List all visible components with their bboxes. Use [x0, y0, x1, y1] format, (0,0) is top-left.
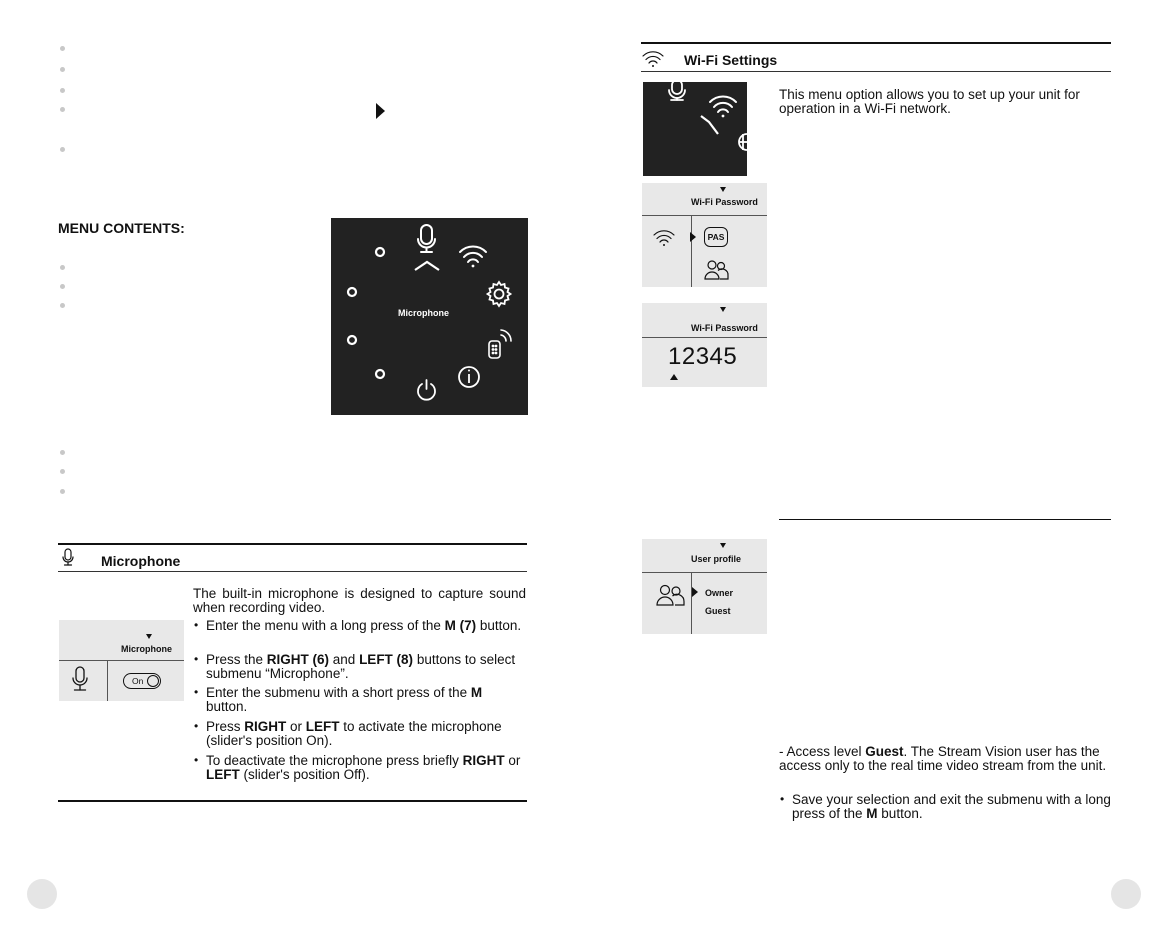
section-divider [641, 71, 1111, 72]
power-icon [418, 380, 435, 400]
microphone-step: • To deactivate the microphone press briefly RIGHT or LEFT (slider's position Off). [194, 753, 521, 782]
gear-icon [739, 134, 747, 150]
device-menu-screen-crop [643, 82, 747, 176]
panel-title: User profile [691, 554, 742, 564]
selection-arrow-icon [692, 587, 698, 597]
menu-dot [376, 370, 384, 378]
microphone-step: • Press RIGHT or LEFT to activate the microphone (slider's position On). [194, 719, 502, 748]
microphone-intro: The built-in microphone is designed to capture sound when recording video. [193, 586, 526, 615]
panel-title: Microphone [121, 644, 172, 654]
bullet-marker [60, 303, 65, 308]
bullet-marker [60, 450, 65, 455]
menu-center-label: Microphone [398, 308, 449, 318]
section-divider [58, 571, 527, 572]
selector-caret-icon [415, 262, 439, 270]
bullet-marker [60, 265, 65, 270]
guest-access-text: - Access level Guest. The Stream Vision user has the access only to the real time video stream from the unit. [779, 744, 1107, 773]
arrow-down-icon [720, 307, 726, 312]
arrow-down-icon [720, 187, 726, 192]
profile-option-owner[interactable]: Owner [705, 588, 734, 598]
panel-title: Wi-Fi Password [691, 197, 758, 207]
wifi-password-submenu-panel [642, 183, 767, 287]
save-selection-step: • Save your selection and exit the submenu with a long press of the M button. [780, 792, 1111, 821]
wifi-icon [652, 229, 676, 247]
section-divider [641, 42, 1111, 44]
panel-divider [107, 660, 108, 701]
microphone-icon [669, 82, 685, 100]
bullet-marker [60, 46, 65, 51]
section-divider [779, 519, 1111, 520]
user-profile-submenu-panel [642, 539, 767, 634]
page-number-marker [1111, 879, 1141, 909]
device-menu-screen [331, 218, 528, 415]
wifi-icon [641, 50, 665, 68]
wifi-icon [710, 96, 736, 117]
password-value[interactable]: 12345 [668, 343, 738, 370]
bullet-marker [60, 284, 65, 289]
microphone-step: • Enter the menu with a long press of the M (7) button. [194, 618, 522, 633]
bullet-marker [60, 107, 65, 112]
panel-divider [642, 337, 767, 338]
toggle-label: On [132, 676, 144, 686]
microphone-step: • Press the RIGHT (6) and LEFT (8) buttons to select submenu “Microphone”. [194, 652, 516, 681]
panel-divider [642, 215, 767, 216]
menu-dot [348, 336, 356, 344]
password-option-badge[interactable] [704, 227, 728, 247]
page-number-marker [27, 879, 57, 909]
toggle-knob [147, 675, 159, 687]
wifi-intro: This menu option allows you to set up your unit for operation in a Wi-Fi network. [779, 87, 1080, 116]
panel-divider [691, 215, 692, 287]
bullet-marker [60, 469, 65, 474]
microphone-icon [69, 666, 91, 696]
panel-divider [691, 572, 692, 634]
microphone-step: • Enter the submenu with a short press of the M button. [194, 685, 483, 714]
users-icon [656, 583, 686, 607]
panel-divider [59, 660, 184, 661]
bullet-marker [60, 67, 65, 72]
section-divider [58, 543, 527, 545]
arrow-down-icon [720, 543, 726, 548]
menu-contents-heading: MENU CONTENTS: [58, 220, 185, 236]
wifi-icon [460, 246, 486, 267]
users-icon[interactable] [704, 259, 730, 281]
cursor-arrow-icon [670, 374, 678, 380]
gear-icon [488, 282, 511, 306]
panel-title: Wi-Fi Password [691, 323, 758, 333]
microphone-icon [60, 548, 76, 570]
menu-dot [348, 288, 356, 296]
menu-dot [376, 248, 384, 256]
arrow-down-icon [146, 634, 152, 639]
microphone-toggle[interactable] [123, 673, 161, 689]
bullet-marker [60, 88, 65, 93]
selection-arrow-icon [690, 232, 696, 242]
wifi-password-value-panel [642, 303, 767, 387]
selector-caret-icon [701, 116, 718, 134]
section-title: Microphone [101, 553, 181, 569]
panel-divider [642, 572, 767, 573]
profile-option-guest[interactable]: Guest [705, 606, 731, 616]
section-title: Wi-Fi Settings [684, 52, 778, 68]
bullet-marker [60, 147, 65, 152]
microphone-submenu-panel [59, 620, 184, 701]
arrow-right-icon [376, 103, 385, 119]
microphone-icon [418, 225, 435, 252]
pas-label: PAS [707, 232, 725, 242]
bullet-marker [60, 489, 65, 494]
remote-control-icon [489, 330, 511, 358]
info-icon [459, 367, 479, 387]
section-divider [58, 800, 527, 802]
